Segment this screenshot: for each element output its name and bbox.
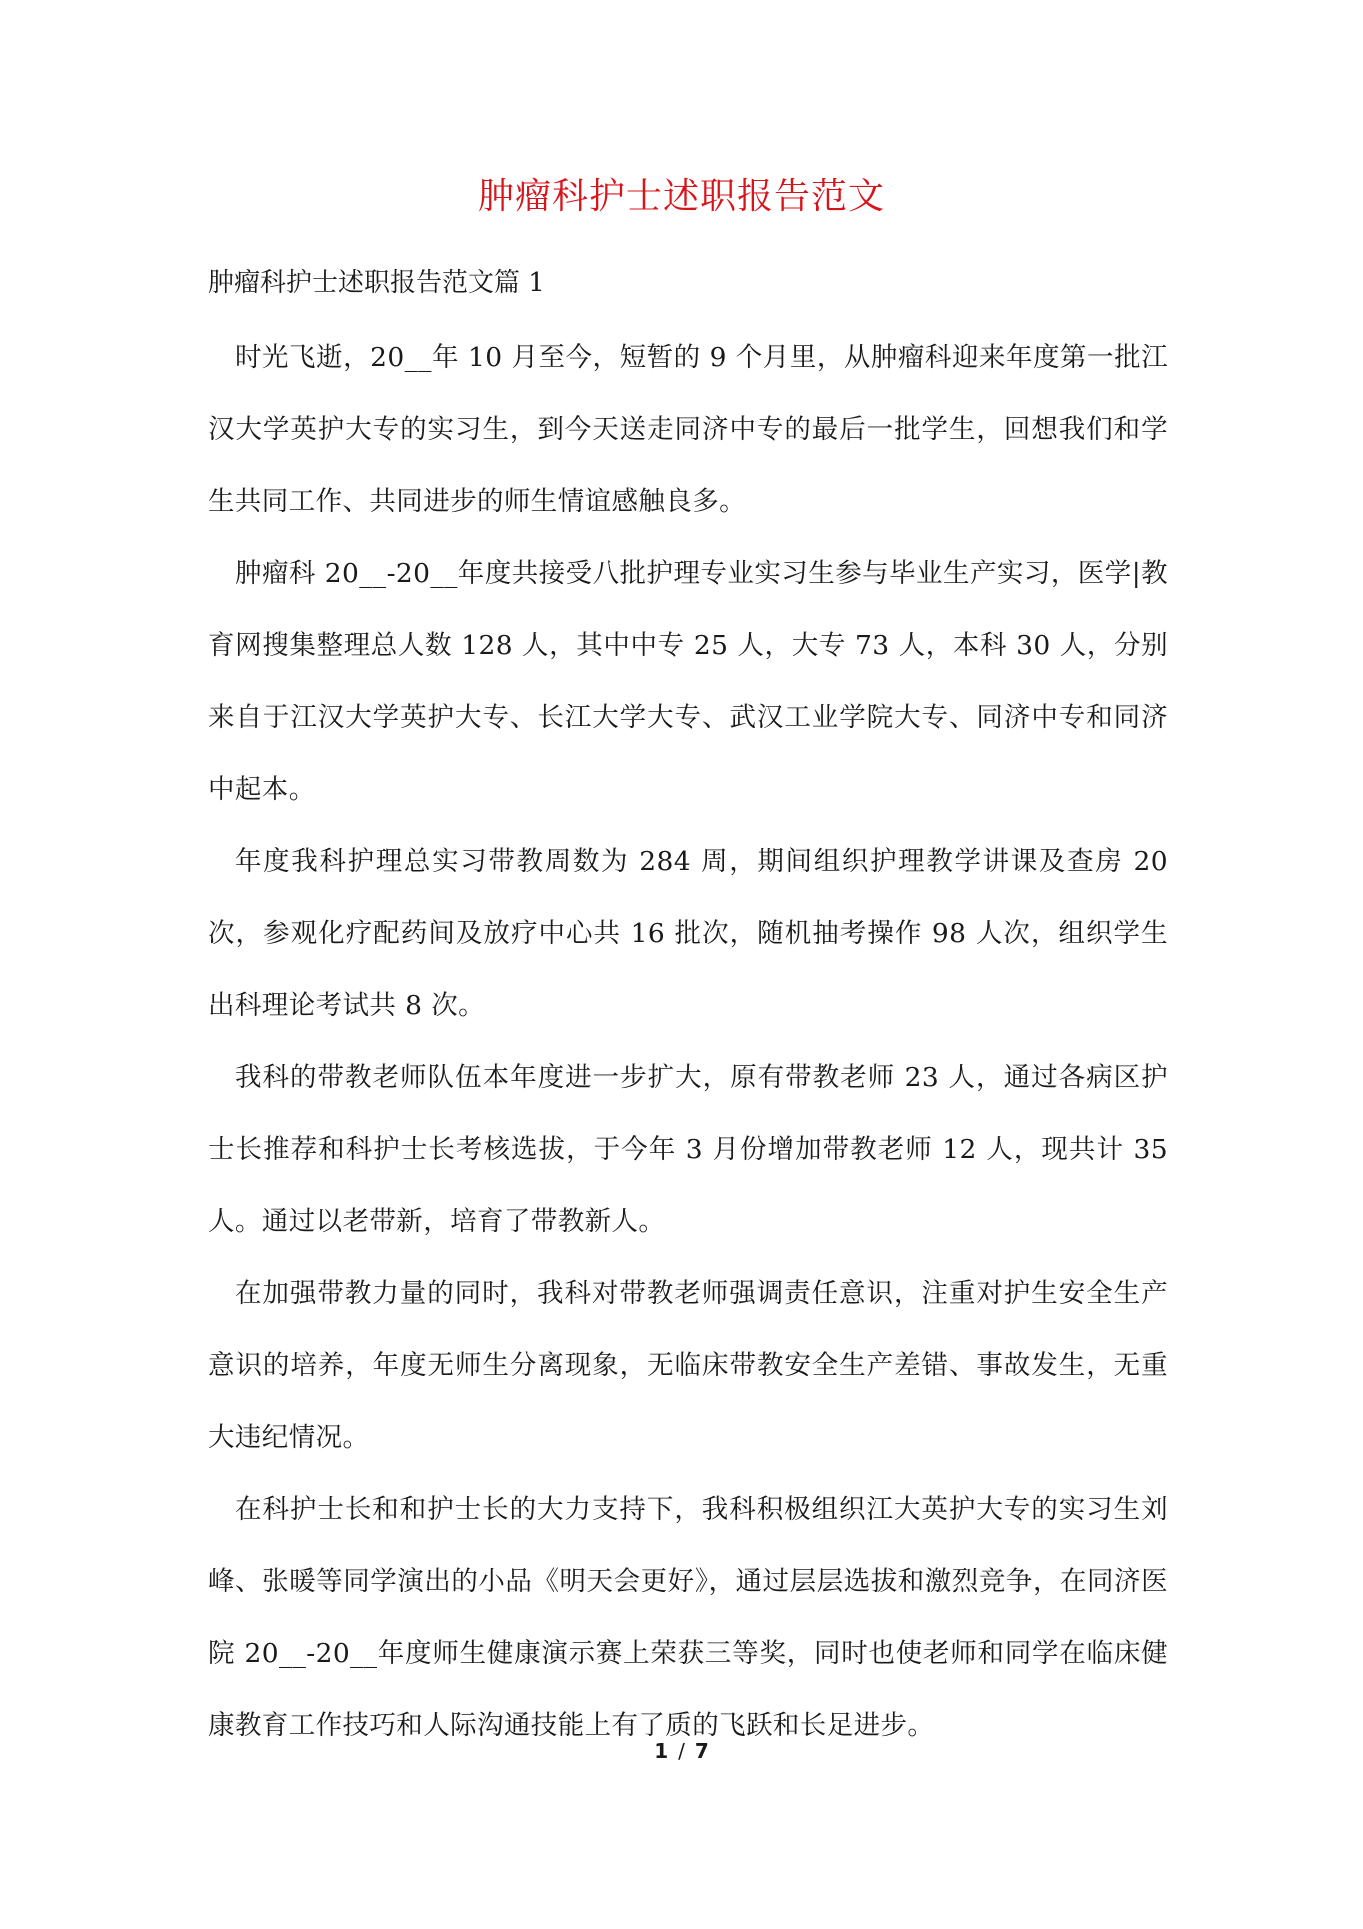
- paragraph-5: 在加强带教力量的同时，我科对带教老师强调责任意识，注重对护生安全生产意识的培养，年度无师生分离现象，无临床带教安全生产差错、事故发生，无重大违纪情况。: [208, 1278, 1168, 1453]
- paragraph-6: 在科护士长和和护士长的大力支持下，我科积极组织江大英护大专的实习生刘峰、张暖等同学演出的小品《明天会更好》，通过层层选拔和激烈竞争，在同济医院 20__-20__年度师生健康演示赛上荣获三等奖，同时也使老师和同学在临床健康教育工作技巧和人际沟通技能上有了质的飞跃和长足进步。: [208, 1494, 1168, 1741]
- paragraph-4: 我科的带教老师队伍本年度进一步扩大，原有带教老师 23 人，通过各病区护士长推荐和科护士长考核选拔，于今年 3 月份增加带教老师 12 人，现共计 35 人。通过以老带新，培育了带教新人。: [208, 1062, 1168, 1237]
- paragraph-2: 肿瘤科 20__-20__年度共接受八批护理专业实习生参与毕业生产实习，医学|教育网搜集整理总人数 128 人，其中中专 25 人，大专 73 人，本科 30 人，分别来自于江汉大学英护大专、长江大学大专、武汉工业学院大专、同济中专和同济中起本。: [208, 558, 1168, 805]
- section-heading: 肿瘤科护士述职报告范文篇 1: [208, 268, 545, 298]
- paragraph-3: 年度我科护理总实习带教周数为 284 周，期间组织护理教学讲课及查房 20 次，参观化疗配药间及放疗中心共 16 批次，随机抽考操作 98 人次，组织学生出科理论考试共 8 次。: [208, 846, 1168, 1021]
- document-body: [208, 322, 1168, 1762]
- document-title: 肿瘤科护士述职报告范文: [477, 176, 885, 217]
- paragraph-1: 时光飞逝，20__年 10 月至今，短暂的 9 个月里，从肿瘤科迎来年度第一批江汉大学英护大专的实习生，到今天送走同济中专的最后一批学生，回想我们和学生共同工作、共同进步的师生情谊感触良多。: [208, 342, 1168, 517]
- current-page-number: 1: [654, 1739, 669, 1763]
- page-number-footer: [0, 1739, 1363, 1763]
- total-pages-number: 7: [694, 1739, 709, 1763]
- page-separator: /: [678, 1739, 685, 1763]
